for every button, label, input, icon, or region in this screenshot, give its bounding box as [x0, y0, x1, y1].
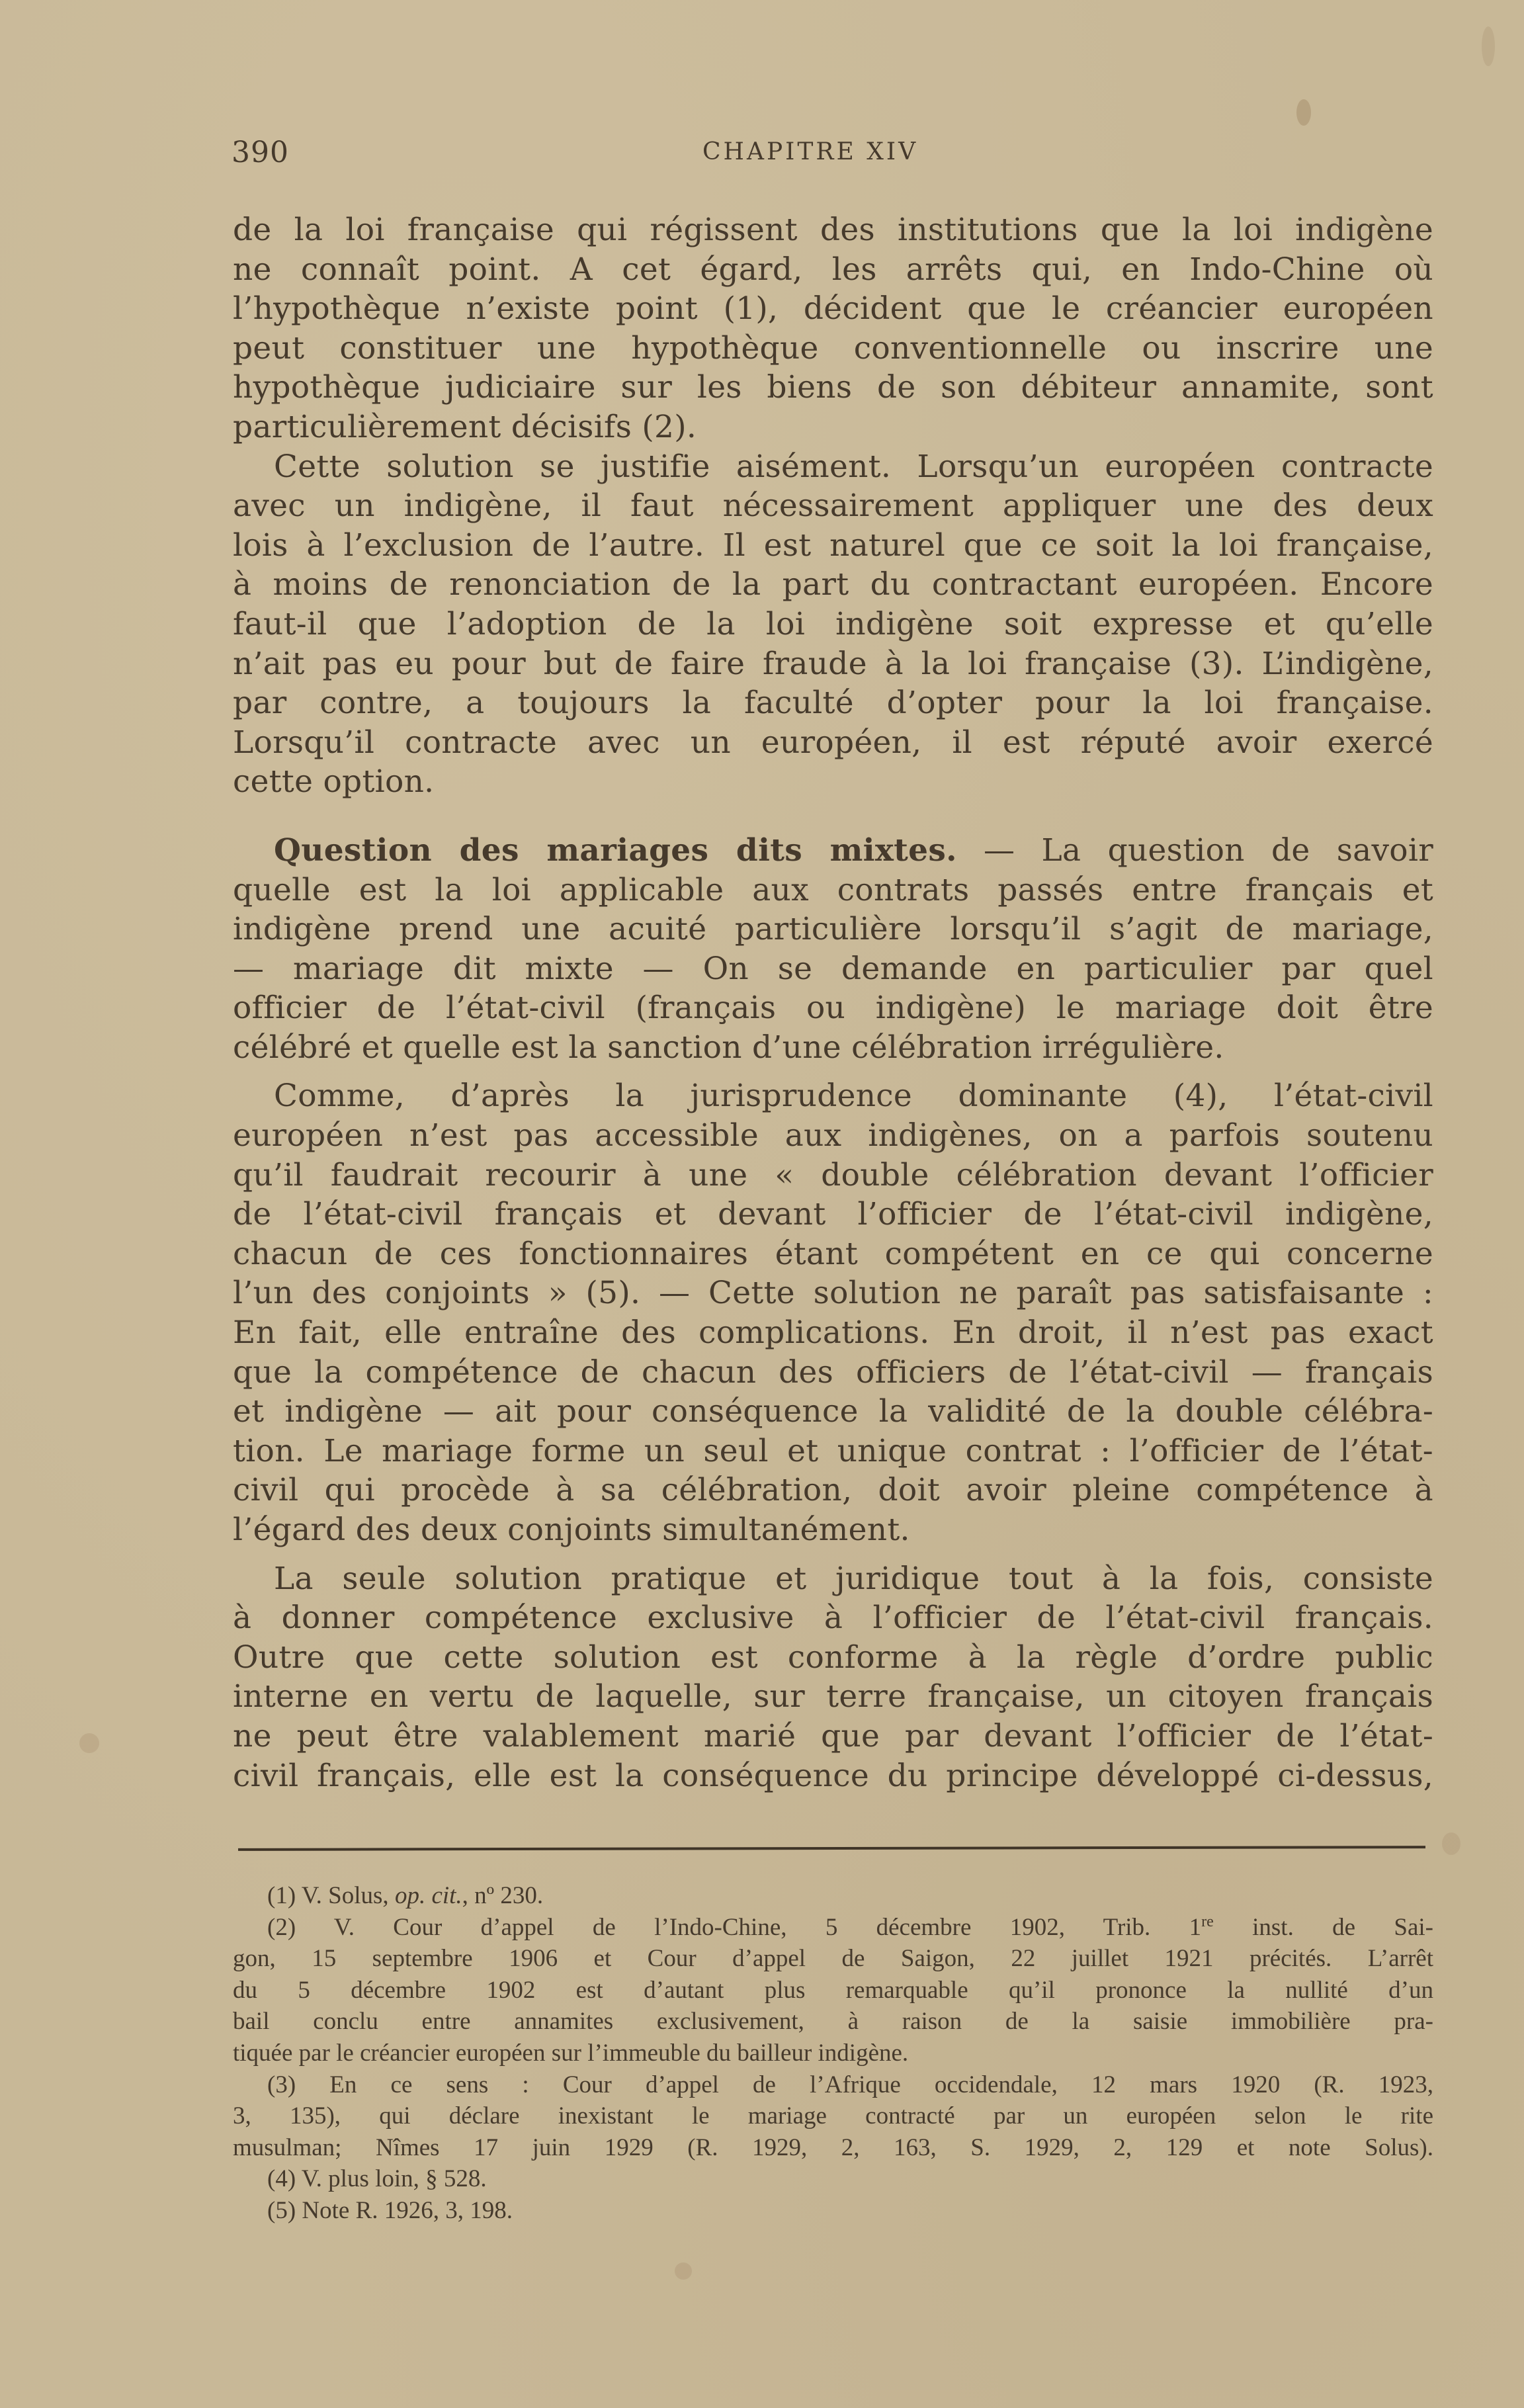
footnote-line: du 5 décembre 1902 est d’autant plus remarquable qu’il prononce la nullité d’un — [233, 1976, 1433, 2004]
text-line: Cette solution se justifie aisément. Lorsqu’un européen contracte — [274, 448, 1433, 485]
footnote-line: 3, 135), qui déclare inexistant le mariage contracté par un européen selon le rite — [233, 2102, 1433, 2130]
text-line: et indigène — ait pour conséquence la validité de la double célébra- — [233, 1393, 1433, 1430]
section-gap — [233, 802, 1433, 831]
text-line: quelle est la loi applicable aux contrats passés entre français et — [233, 871, 1433, 908]
paragraph-2 — [233, 447, 1433, 802]
text-line: ne connaît point. A cet égard, les arrêts qui, en Indo-Chine où — [233, 251, 1433, 288]
footnote-line: bail conclu entre annamites exclusivement, à raison de la saisie immobilière pra- — [233, 2008, 1433, 2036]
text-line: hypothèque judiciaire sur les biens de son débiteur annamite, sont — [233, 369, 1433, 406]
footnote-separator-rule — [238, 1846, 1425, 1851]
footnote-4: (4) V. plus loin, § 528. — [267, 2165, 487, 2193]
text-line: En fait, elle entraîne des complications. En droit, il n’est pas exact — [233, 1314, 1433, 1352]
text-line: l’hypothèque n’existe point (1), décident que le créancier européen — [233, 290, 1433, 327]
footnote-text: inst. de Sai- — [1213, 1913, 1433, 1941]
text-line: particulièrement décisifs (2). — [233, 408, 697, 445]
text-line: civil français, elle est la conséquence du principe développé ci-dessus, — [233, 1757, 1433, 1794]
text-line: Lorsqu’il contracte avec un européen, il est réputé avoir exercé — [233, 724, 1433, 761]
paragraph-4 — [233, 1076, 1433, 1549]
text-line: Outre que cette solution est conforme à la règle d’ordre public — [233, 1639, 1433, 1676]
paper-stain — [1296, 99, 1311, 126]
footnote-line: tiquée par le créancier européen sur l’immeuble du bailleur indigène. — [233, 2039, 909, 2067]
footnote-text: (2) V. Cour d’appel de l’Indo-Chine, 5 décembre 1902, Trib. 1 — [267, 1913, 1202, 1941]
text-line: à donner compétence exclusive à l’officier de l’état-civil français. — [233, 1600, 1433, 1637]
page-header — [232, 136, 1429, 175]
paper-stain — [79, 1733, 99, 1753]
paragraph-5 — [233, 1559, 1433, 1796]
text-line: n’ait pas eu pour but de faire fraude à la loi française (3). L’indigène, — [233, 645, 1433, 682]
text-line-heading — [233, 831, 1433, 871]
text-line: civil qui procède à sa célébration, doit avoir pleine compétence à — [233, 1472, 1433, 1509]
text-line: avec un indigène, il faut nécessairement appliquer une des deux — [233, 488, 1433, 525]
footnote-text: , nº 230. — [462, 1882, 544, 1909]
footnote-line: gon, 15 septembre 1906 et Cour d’appel de Saigon, 22 juillet 1921 précités. L’arrêt — [233, 1945, 1433, 1973]
ordinal-superscript: re — [1201, 1913, 1214, 1930]
section-heading: Question des mariages dits mixtes. — [274, 832, 957, 869]
footnote-line: musulman; Nîmes 17 juin 1929 (R. 1929, 2, 163, S. 1929, 2, 129 et note Solus). — [233, 2133, 1433, 2161]
text-line: l’égard des deux conjoints simultanément. — [233, 1512, 910, 1548]
text-line: tion. Le mariage forme un seul et unique contrat : l’officier de l’état- — [233, 1432, 1433, 1469]
footnote-2 — [233, 1912, 1433, 2069]
paragraph-3 — [233, 831, 1433, 1068]
text-line: par contre, a toujours la faculté d’opter pour la loi française. — [233, 685, 1433, 722]
paragraph-gap — [233, 1067, 1433, 1076]
text-line: interne en vertu de laquelle, sur terre française, un citoyen français — [233, 1678, 1433, 1715]
text-line: européen n’est pas accessible aux indigènes, on a parfois soutenu — [233, 1117, 1433, 1154]
text-line: — mariage dit mixte — On se demande en particulier par quel — [233, 950, 1433, 987]
paragraph-gap — [233, 1550, 1433, 1559]
paragraph-1 — [233, 210, 1433, 447]
text-run: — La question de savoir — [956, 832, 1433, 869]
text-line: de l’état-civil français et devant l’officier de l’état-civil indigène, — [233, 1196, 1433, 1233]
paper-stain — [1482, 26, 1495, 66]
text-line: cette option. — [233, 763, 435, 800]
footnote-text: (1) V. Solus, — [267, 1882, 395, 1909]
page-number: 390 — [232, 136, 289, 169]
text-line: lois à l’exclusion de l’autre. Il est naturel que ce soit la loi française, — [233, 527, 1433, 564]
text-line: l’un des conjoints » (5). — Cette solution ne paraît pas satisfaisante : — [233, 1275, 1433, 1312]
paper-stain — [675, 2262, 692, 2280]
text-line: faut-il que l’adoption de la loi indigène soit expresse et qu’elle — [233, 605, 1433, 642]
footnote-3 — [233, 2069, 1433, 2164]
text-line: officier de l’état-civil (français ou indigène) le mariage doit être — [233, 990, 1433, 1027]
footnote-1 — [233, 1880, 1433, 1912]
paper-stain — [1442, 1832, 1460, 1855]
footnote-line: (3) En ce sens : Cour d’appel de l’Afrique occidendale, 12 mars 1920 (R. 1923, — [267, 2071, 1433, 2098]
footnote-line — [233, 1912, 1433, 1944]
text-line: La seule solution pratique et juridique tout à la fois, consiste — [274, 1560, 1433, 1597]
text-line: à moins de renonciation de la part du contractant européen. Encore — [233, 566, 1433, 603]
text-line: ne peut être valablement marié que par devant l’officier de l’état- — [233, 1717, 1433, 1754]
body-text — [233, 210, 1433, 1795]
text-line: célébré et quelle est la sanction d’une célébration irrégulière. — [233, 1029, 1224, 1066]
footnote-5: (5) Note R. 1926, 3, 198. — [267, 2196, 513, 2224]
running-head: CHAPITRE XIV — [702, 138, 919, 165]
footnotes — [233, 1880, 1433, 2227]
text-line: peut constituer une hypothèque conventionnelle ou inscrire une — [233, 329, 1433, 366]
text-line: de la loi française qui régissent des institutions que la loi indigène — [233, 212, 1433, 248]
text-line: qu’il faudrait recourir à une « double célébration devant l’officier — [233, 1156, 1433, 1193]
footnote-italic: op. cit. — [394, 1882, 462, 1909]
text-line: chacun de ces fonctionnaires étant compétent en ce qui concerne — [233, 1235, 1433, 1272]
text-line: Comme, d’après la jurisprudence dominante (4), l’état-civil — [274, 1078, 1433, 1115]
text-line: que la compétence de chacun des officiers de l’état-civil — français — [233, 1354, 1433, 1391]
text-line: indigène prend une acuité particulière lorsqu’il s’agit de mariage, — [233, 911, 1433, 948]
